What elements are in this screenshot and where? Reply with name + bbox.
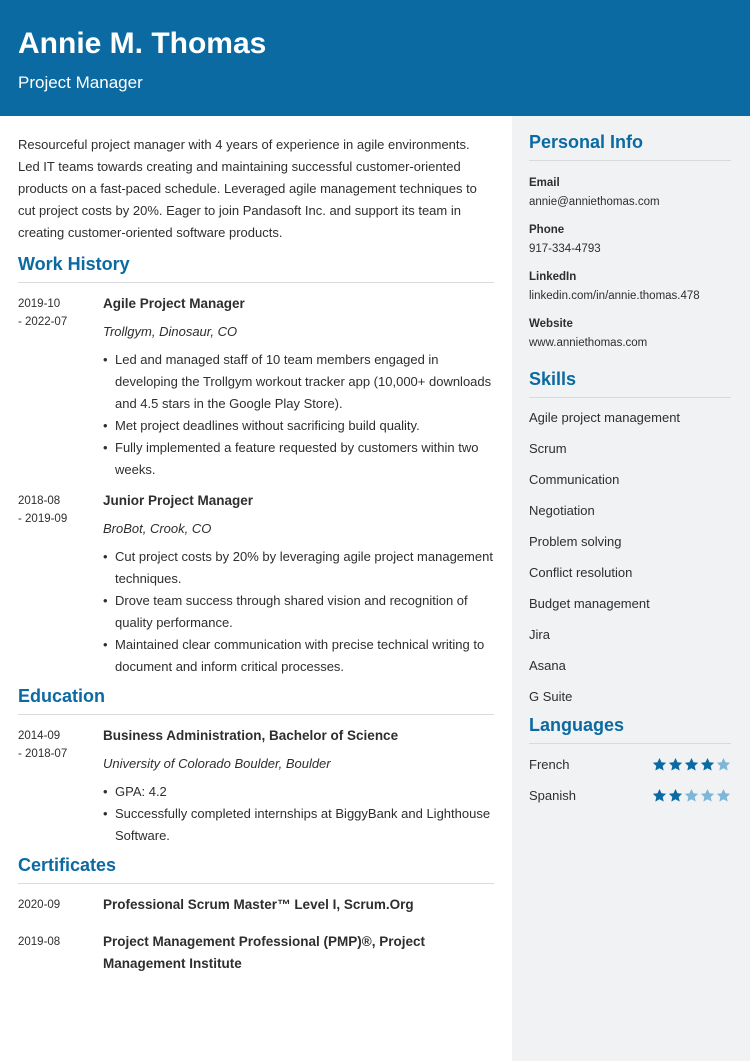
job-bullets (103, 349, 494, 481)
entry-date-start: 2014-09 (18, 730, 61, 742)
summary-text: Resourceful project manager with 4 years of experience in agile environments. Led IT teams towards creating and maintaining successful customer-oriented products on a fast-paced schedule. Leveraged agile management techniques to cut project costs by 20%. Eager to join Pandasoft Inc. and support its team in creating customer-oriented software products. (18, 137, 477, 240)
info-label: Phone (529, 224, 565, 236)
skills-list (529, 409, 731, 708)
info-field-website (529, 316, 731, 351)
entry-date (18, 725, 103, 847)
email-value: annie@anniethomas.com (529, 196, 660, 208)
work-entry (18, 490, 494, 678)
entry-date-end: - 2019-09 (18, 513, 68, 525)
degree-title: Business Administration, Bachelor of Science (103, 728, 399, 743)
language-row (529, 780, 731, 811)
star-filled-icon (668, 788, 683, 803)
star-filled-icon (652, 788, 667, 803)
list-item: • Met project deadlines without sacrificing build quality. (103, 415, 494, 437)
entry-date (18, 293, 103, 481)
info-field-phone (529, 222, 731, 257)
work-history-heading: Work History (18, 252, 494, 283)
star-filled-icon (668, 757, 683, 772)
candidate-title: Project Manager (18, 73, 143, 92)
list-item: • GPA: 4.2 (103, 781, 494, 803)
language-name: Spanish (529, 787, 576, 803)
star-empty-icon (716, 788, 731, 803)
skill-item: Budget management (529, 596, 650, 611)
entry-date-start: 2018-08 (18, 495, 61, 507)
main-column (18, 116, 494, 975)
list-item: • Maintained clear communication with precise technical writing to document and inform critical processes. (103, 634, 494, 678)
rating-stars (652, 788, 731, 803)
candidate-name: Annie M. Thomas (18, 27, 267, 60)
list-item: • Successfully completed internships at BiggyBank and Lighthouse Software. (103, 803, 494, 847)
star-empty-icon (700, 788, 715, 803)
skill-item: Agile project management (529, 410, 681, 425)
info-label: Website (529, 318, 573, 330)
skills-heading: Skills (529, 367, 731, 398)
list-item: • Cut project costs by 20% by leveraging agile project management techniques. (103, 546, 494, 590)
star-filled-icon (652, 757, 667, 772)
info-label: Email (529, 177, 560, 189)
skill-item: Conflict resolution (529, 565, 633, 580)
entry-date-end: - 2018-07 (18, 748, 68, 760)
star-filled-icon (684, 757, 699, 772)
skill-item: G Suite (529, 689, 573, 704)
entry-date: 2019-08 (18, 936, 61, 948)
skill-item: Jira (529, 627, 550, 642)
skill-item: Communication (529, 472, 620, 487)
certificate-title: Professional Scrum Master™ Level I, Scrum.Org (103, 897, 414, 912)
skill-item: Scrum (529, 441, 567, 456)
skill-item: Problem solving (529, 534, 622, 549)
star-filled-icon (700, 757, 715, 772)
entry-date-end: - 2022-07 (18, 316, 68, 328)
entry-date-start: 2019-10 (18, 298, 61, 310)
certificate-title: Project Management Professional (PMP)®, Project Management Institute (103, 934, 426, 971)
phone-value: 917-334-4793 (529, 243, 601, 255)
linkedin-value: linkedin.com/in/annie.thomas.478 (529, 290, 700, 302)
languages-list (529, 749, 731, 811)
certificate-entry (18, 894, 494, 916)
job-title: Junior Project Manager (103, 493, 254, 508)
certificate-entry (18, 931, 494, 975)
rating-stars (652, 757, 731, 772)
skill-item: Negotiation (529, 503, 595, 518)
certificates-heading: Certificates (18, 853, 494, 884)
star-empty-icon (684, 788, 699, 803)
job-place: BroBot, Crook, CO (103, 521, 212, 536)
work-entry (18, 293, 494, 481)
info-label: LinkedIn (529, 271, 577, 283)
star-empty-icon (716, 757, 731, 772)
personal-info-heading: Personal Info (529, 130, 731, 161)
website-value: www.anniethomas.com (529, 337, 648, 349)
sidebar (512, 116, 750, 1061)
entry-date (18, 490, 103, 678)
languages-heading: Languages (529, 713, 731, 744)
skill-item: Asana (529, 658, 566, 673)
language-row (529, 749, 731, 780)
resume-header (0, 0, 750, 116)
list-item: • Led and managed staff of 10 team members engaged in developing the Trollgym workout tracker app (10,000+ downloads and 4.5 stars in the Google Play Store). (103, 349, 494, 415)
job-bullets (103, 546, 494, 678)
job-title: Agile Project Manager (103, 296, 245, 311)
list-item: • Drove team success through shared vision and recognition of quality performance. (103, 590, 494, 634)
list-item: • Fully implemented a feature requested by customers within two weeks. (103, 437, 494, 481)
education-entry (18, 725, 494, 847)
education-bullets (103, 781, 494, 847)
info-field-email (529, 175, 731, 210)
job-place: Trollgym, Dinosaur, CO (103, 324, 238, 339)
school-place: University of Colorado Boulder, Boulder (103, 756, 331, 771)
info-field-linkedin (529, 269, 731, 304)
entry-date: 2020-09 (18, 899, 61, 911)
education-heading: Education (18, 684, 494, 715)
language-name: French (529, 756, 570, 772)
